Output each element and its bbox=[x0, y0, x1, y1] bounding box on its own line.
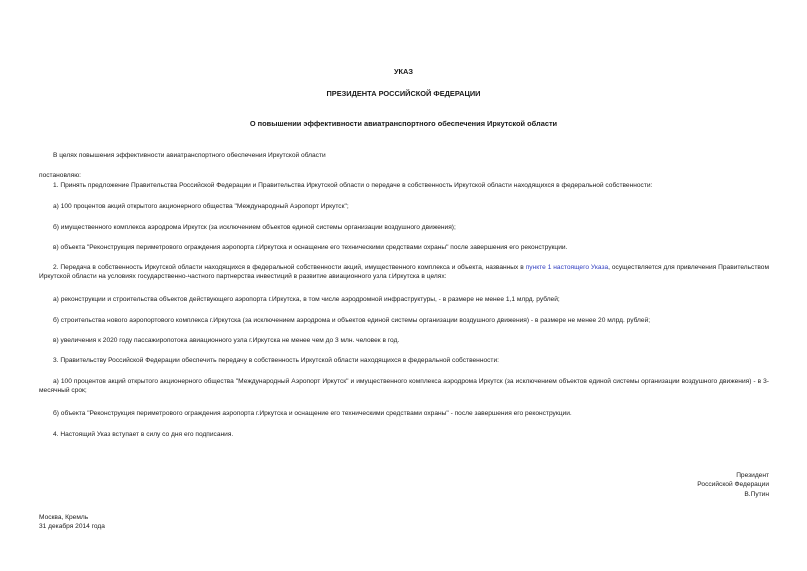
clause-1b: б) имущественного комплекса аэродрома Иркутск (за исключением объектов единой системы организации воздушного движения); bbox=[53, 224, 456, 231]
clause-2 bbox=[39, 264, 769, 281]
document-subtitle: ПРЕЗИДЕНТА РОССИЙСКОЙ ФЕДЕРАЦИИ bbox=[326, 89, 481, 98]
signing-date: 31 декабря 2014 года bbox=[39, 523, 105, 530]
preamble: В целях повышения эффективности авиатранспортного обеспечения Иркутской области bbox=[53, 152, 326, 159]
clause-3b: б) объекта "Реконструкция периметрового ограждения аэропорта г.Иркутска и оснащение его техническими средствами охраны" - после завершения его реконструкции. bbox=[53, 410, 572, 417]
clause-1-link[interactable]: пункте 1 настоящего Указа bbox=[525, 264, 609, 271]
clause-2-text-end: , осуществляется для привлечения Правительством Иркутской области на условиях государственно-частного партнерства инвестиций в развитие авиационного узла г.Иркутска в целях: bbox=[39, 264, 769, 280]
clause-2b: б) строительства нового аэропортового комплекса г.Иркутска (за исключением аэродрома и объектов единой системы организации воздушного движения) - в размере не менее 20 млрд. рублей; bbox=[53, 317, 651, 324]
document-title: УКАЗ bbox=[393, 67, 414, 76]
clause-1: 1. Принять предложение Правительства Российской Федерации и Правительства Иркутской области о передаче в собственность Иркутской области находящихся в федеральной собственности: bbox=[53, 182, 653, 189]
clause-1c: в) объекта "Реконструкция периметрового ограждения аэропорта г.Иркутска и оснащение его техническими средствами охраны" после завершения его реконструкции. bbox=[53, 244, 568, 251]
decree-word: постановляю: bbox=[39, 172, 82, 179]
clause-2-text-start: 2. Передача в собственность Иркутской области находящихся в федеральной собственности акций, имущественного комплекса и объекта, названных в bbox=[53, 264, 526, 271]
signing-place: Москва, Кремль bbox=[39, 514, 89, 521]
clause-1a: а) 100 процентов акций открытого акционерного общества "Международный Аэропорт Иркутск"; bbox=[53, 203, 349, 210]
clause-2c: в) увеличения к 2020 году пассажиропотока авиационного узла г.Иркутска не менее чем до 3 млн. человек в год. bbox=[53, 337, 400, 344]
signature-country: Российской Федерации bbox=[697, 481, 769, 488]
clause-3a: а) 100 процентов акций открытого акционерного общества "Международный Аэропорт Иркутск" и имущественного комплекса аэродрома Иркутск (за исключением объектов единой системы организации воздушного движения) - в 3-месячный срок; bbox=[39, 378, 769, 394]
signature-title: Президент bbox=[736, 472, 769, 479]
clause-3: 3. Правительству Российской Федерации обеспечить передачу в собственность Иркутской области находящихся в федеральной собственности: bbox=[53, 357, 499, 364]
clause-4: 4. Настоящий Указ вступает в силу со дня его подписания. bbox=[53, 431, 234, 438]
clause-2a: а) реконструкции и строительства объектов действующего аэропорта г.Иркутска, в том числе аэродромной инфраструктуры, - в размере не менее 1,1 млрд. рублей; bbox=[53, 296, 560, 303]
decree-name: О повышении эффективности авиатранспортного обеспечения Иркутской области bbox=[249, 119, 558, 128]
signature-name: В.Путин bbox=[744, 491, 769, 498]
